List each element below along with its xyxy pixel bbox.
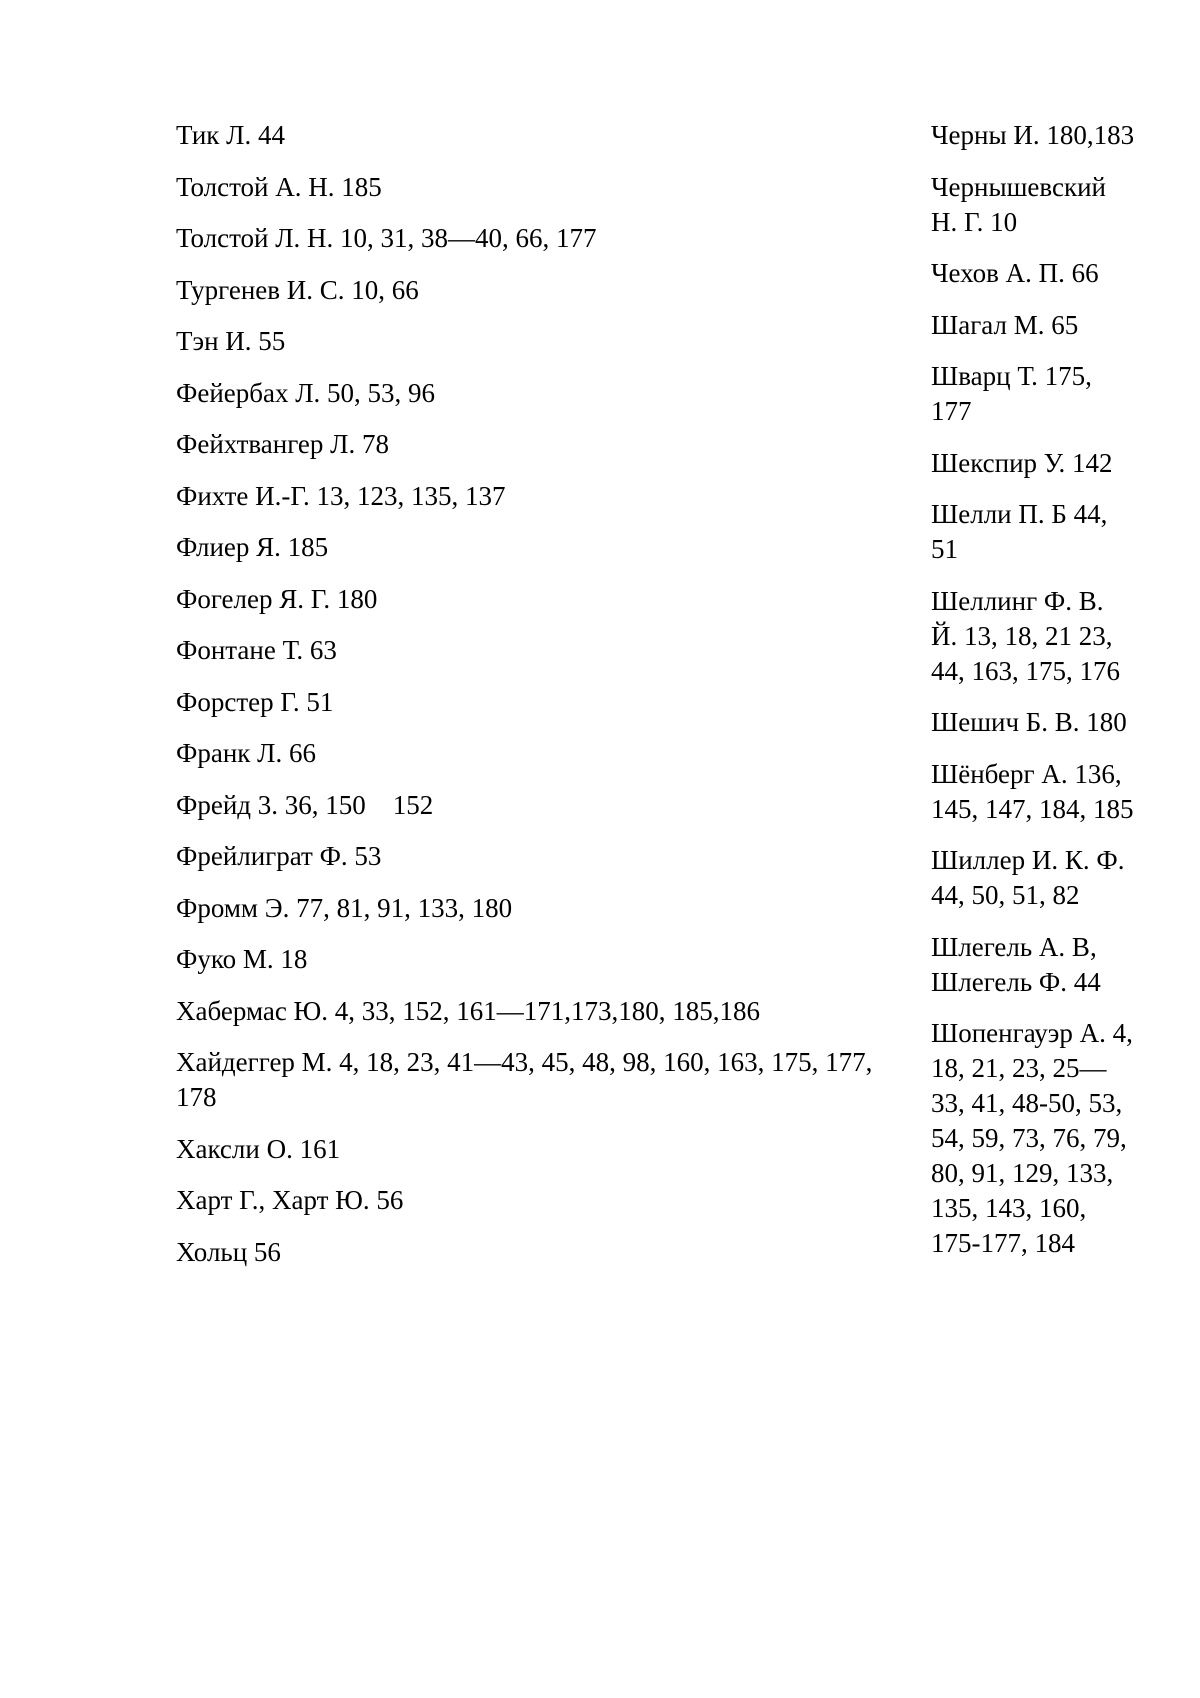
index-entry: Толстой Л. Н. 10, 31, 38—40, 66, 177 [176,223,597,253]
index-entry: Тэн И. 55 [176,326,286,356]
index-column-left [176,118,916,1286]
index-entry: Фейхтвангер Л. 78 [176,429,389,459]
index-entry: Хайдеггер М. 4, 18, 23, 41—43, 45, 48, 98, 160, 163, 175, 177, 178 [176,1047,873,1112]
index-entry: Фейербах Л. 50, 53, 96 [176,377,436,408]
index-entry: Фуко М. 18 [176,944,308,974]
index-entry: Фонтане Т. 63 [176,635,337,665]
index-entry: Харт Г., Харт Ю. 56 [176,1185,404,1215]
index-entry: Фихте И.-Г. 13, 123, 135, 137 [176,480,506,511]
index-entry: Франк Л. 66 [176,738,316,768]
index-entry: Форстер Г. 51 [176,686,334,717]
index-entry: Шекспир У. 142 [931,447,1113,478]
index-entry: Фромм Э. 77, 81, 91, 133, 180 [176,892,513,923]
index-entry: Шеллинг Ф. В. Й. 13, 18, 21 23, 44, 163, 175, 176 [931,585,1120,686]
index-entry: Чехов А. П. 66 [931,258,1099,288]
index-entry: Шопенгауэр А. 4, 18, 21, 23, 25—33, 41, 48-50, 53, 54, 59, 73, 76, 79, 80, 91, 129, 133, 135, 143, 160, 175-177, 184 [931,1018,1133,1258]
index-entry: Шёнберг А. 136, 145, 147, 184, 185 [931,758,1134,824]
index-entry: Шиллер И. К. Ф. 44, 50, 51, 82 [931,845,1125,910]
index-entry: Флиер Я. 185 [176,532,329,562]
index-entry: Тик Л. 44 [176,120,285,150]
index-entry: Тургенев И. С. 10, 66 [176,274,419,305]
index-entry: Хаксли О. 161 [176,1133,341,1164]
index-entry: Фрейлиграт Ф. 53 [176,841,382,871]
index-entry: Фрейд 3. 36, 150 152 [176,789,434,820]
index-entry: Хольц 56 [176,1236,281,1267]
index-entry: Шешич Б. В. 180 [931,707,1127,737]
index-entry: Шлегель А. В, Шлегель Ф. 44 [931,931,1101,997]
index-entry: Шварц Т. 175, 177 [931,361,1092,426]
index-entry: Толстой А. Н. 185 [176,171,382,202]
index-entry: Шагал М. 65 [931,309,1079,340]
index-entry: Хабермас Ю. 4, 33, 152, 161—171,173,180, 185,186 [176,995,761,1026]
index-entry: Черны И. 180,183 [931,120,1135,150]
index-column-right [931,118,1136,1278]
index-entry: Фогелер Я. Г. 180 [176,583,378,614]
index-entry: Шелли П. Б 44, 51 [931,499,1108,564]
index-entry: Чернышевский Н. Г. 10 [931,171,1106,237]
